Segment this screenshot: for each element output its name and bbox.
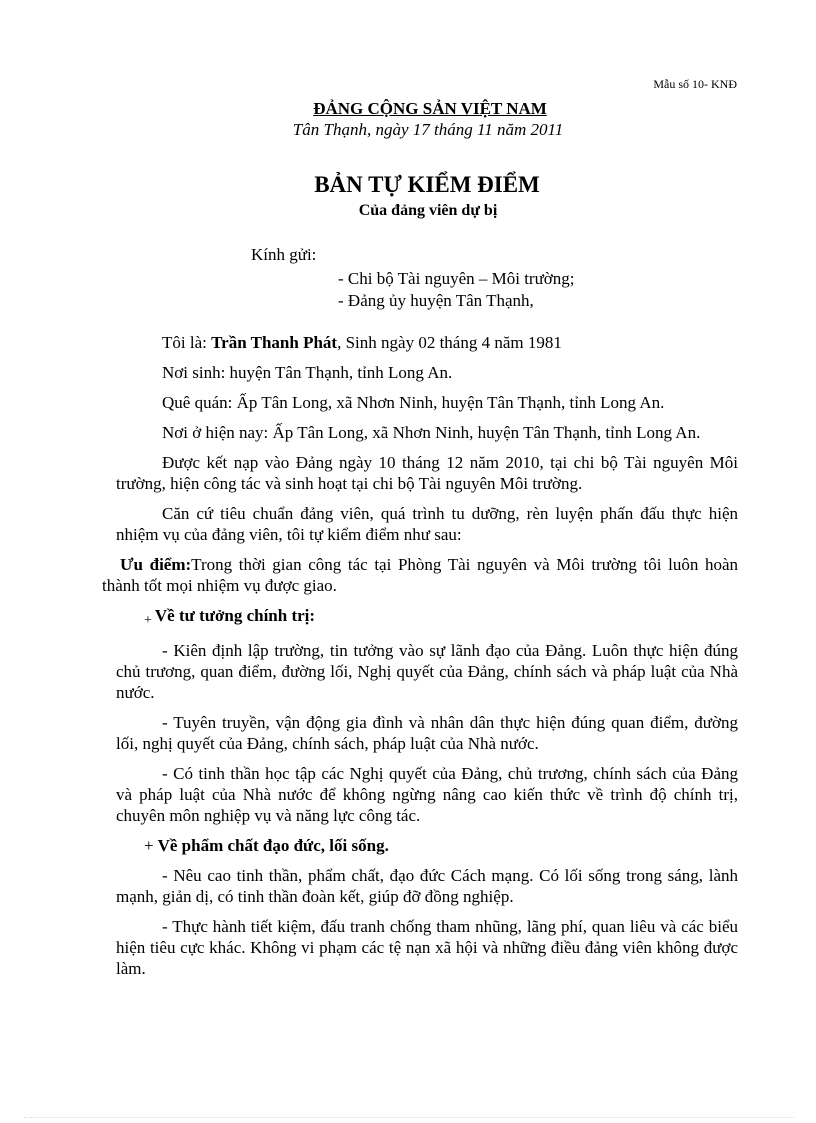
plus-marker: + [144, 613, 152, 628]
document-body [102, 332, 739, 988]
recipient-item: - Chi bộ Tài nguyên – Môi trường; [338, 269, 575, 288]
intro-paragraph [116, 332, 738, 353]
recipients-label: Kính gửi: [251, 245, 317, 264]
intro-prefix: Tôi là: [162, 333, 212, 352]
section-heading [144, 835, 738, 856]
birth-info: , Sinh ngày 02 tháng 4 năm 1981 [337, 333, 562, 352]
section-heading-text: Về phẩm chất đạo đức, lối sống. [157, 836, 389, 855]
document-subtitle: Của đảng viên dự bị [358, 202, 498, 219]
hometown-paragraph: Quê quán: Ấp Tân Long, xã Nhơn Ninh, huyện Tân Thạnh, tỉnh Long An. [162, 393, 665, 412]
member-name: Trần Thanh Phát [211, 333, 338, 352]
section-item: - Tuyên truyền, vận động gia đình và nhân dân thực hiện đúng quan điểm, đường lối, nghị quyết của Đảng, chính sách, pháp luật của Nhà nước. [116, 713, 738, 753]
party-name: ĐẢNG CỘNG SẢN VIỆT NAM [313, 99, 547, 118]
strengths-label: Ưu điểm: [120, 555, 192, 574]
section-item: - Thực hành tiết kiệm, đấu tranh chống tham nhũng, lãng phí, quan liêu và các biểu hiện tiêu cực khác. Không vi phạm các tệ nạn xã hội và những điều đảng viên không được làm. [116, 917, 738, 978]
page-edge-divider [24, 1117, 794, 1118]
section-heading-text: Về tư tưởng chính trị: [154, 606, 316, 625]
strengths-paragraph [102, 554, 738, 596]
document-title: BẢN TỰ KIỂM ĐIỂM [314, 172, 540, 197]
recipient-item: - Đảng ủy huyện Tân Thạnh, [338, 291, 534, 310]
strengths-text: Trong thời gian công tác tại Phòng Tài nguyên và Môi trường tôi luôn hoàn thành tốt mọi nhiệm vụ được giao. [102, 555, 739, 595]
plus-marker: + [144, 836, 154, 855]
basis-paragraph: Căn cứ tiêu chuẩn đảng viên, quá trình tu dưỡng, rèn luyện phấn đấu thực hiện nhiệm vụ của đảng viên, tôi tự kiểm điểm như sau: [116, 504, 738, 544]
residence-paragraph: Nơi ở hiện nay: Ấp Tân Long, xã Nhơn Ninh, huyện Tân Thạnh, tỉnh Long An. [162, 423, 701, 442]
admission-paragraph: Được kết nạp vào Đảng ngày 10 tháng 12 năm 2010, tại chi bộ Tài nguyên Môi trường, hiện công tác và sinh hoạt tại chi bộ Tài nguyên Môi trường. [116, 453, 738, 493]
form-number: Mẫu số 10- KNĐ [653, 77, 737, 91]
birthplace-paragraph: Nơi sinh: huyện Tân Thạnh, tỉnh Long An. [162, 363, 453, 382]
section-item: - Nêu cao tinh thần, phẩm chất, đạo đức Cách mạng. Có lối sống trong sáng, lành mạnh, giản dị, có tinh thần đoàn kết, giúp đỡ đồng nghiệp. [116, 866, 738, 906]
section-item: - Kiên định lập trường, tin tưởng vào sự lãnh đạo của Đảng. Luôn thực hiện đúng chủ trương, quan điểm, đường lối, Nghị quyết của Đảng, chính sách và pháp luật của Nhà nước. [116, 641, 738, 702]
dateline: Tân Thạnh, ngày 17 tháng 11 năm 2011 [292, 120, 564, 139]
section-item: - Có tinh thần học tập các Nghị quyết của Đảng, chủ trương, chính sách của Đảng và pháp luật của Nhà nước để không ngừng nâng cao kiến thức về trình độ chính trị, chuyên môn nghiệp vụ và năng lực công tác. [116, 764, 738, 825]
section-heading [144, 605, 738, 631]
